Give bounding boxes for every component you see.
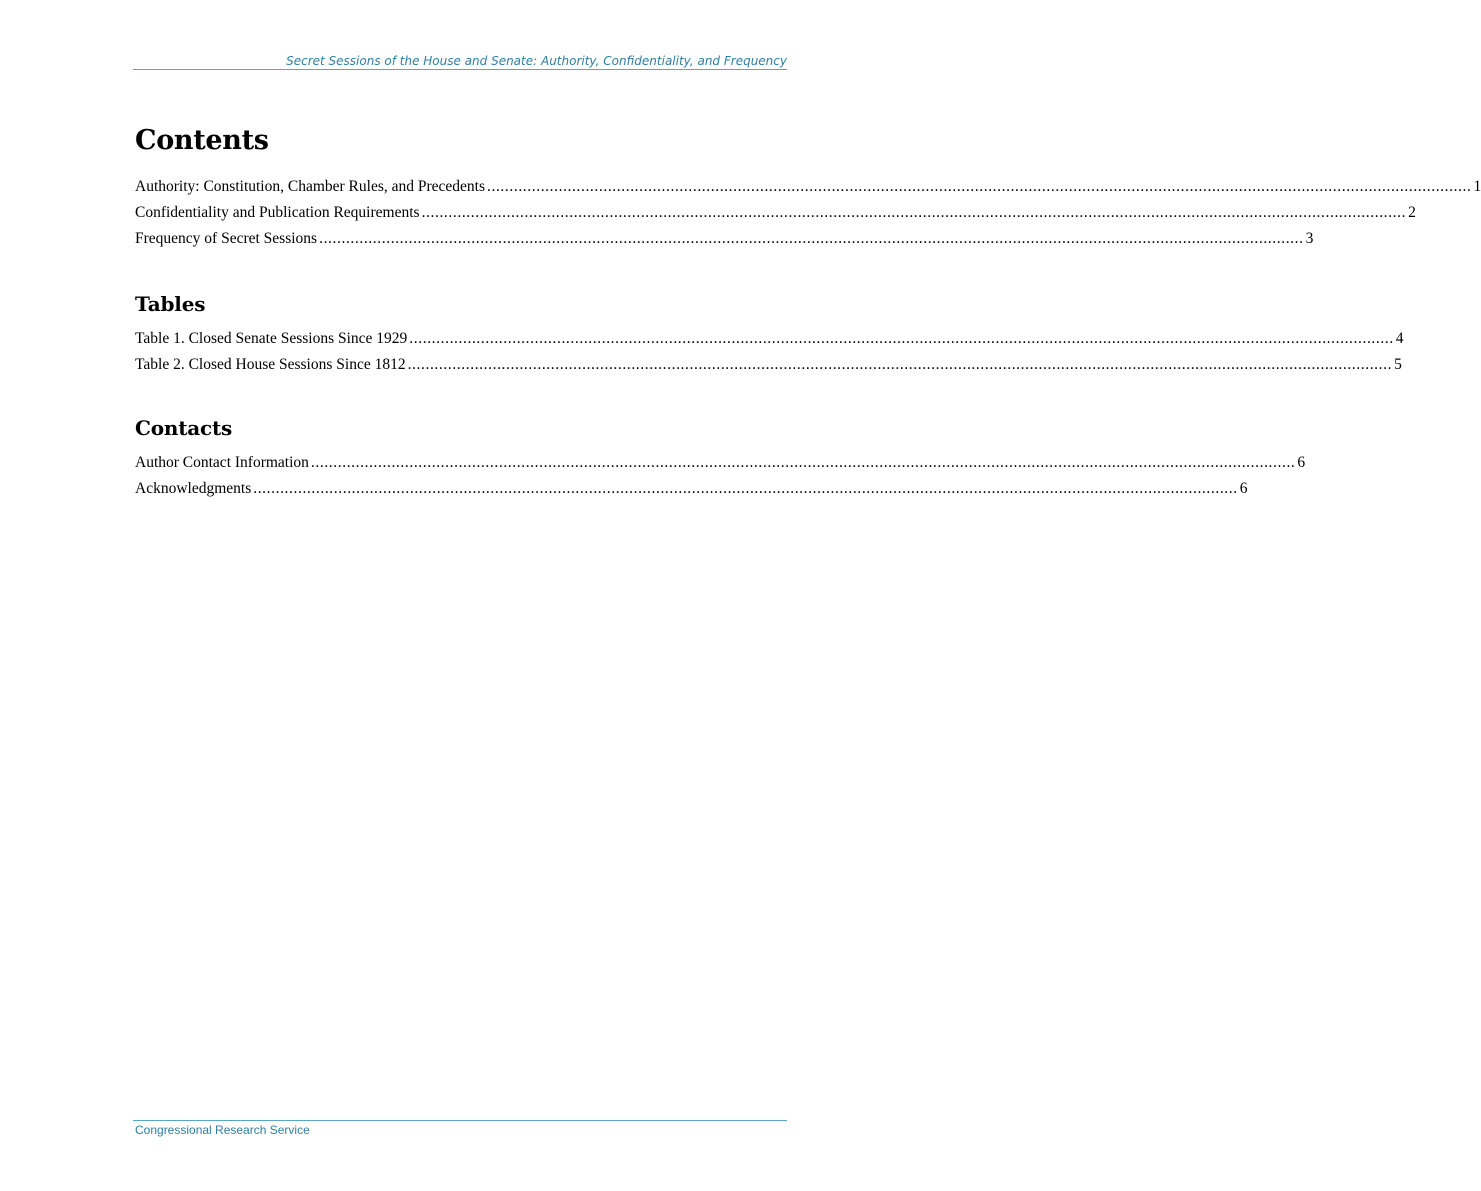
toc-page-number: 3 [1305,230,1314,247]
toc-page-number: 6 [1239,480,1248,497]
dot-leader: ............................................................................................................................................................................................................................ [310,454,1296,471]
footer-organization: Congressional Research Service [135,1123,310,1137]
section-spacer [135,378,784,414]
header-divider [133,69,787,70]
dot-leader: ............................................................................................................................................................................................................................ [409,330,1394,347]
toc-page-number: 6 [1297,454,1306,471]
toc-entry-table-1[interactable] [135,326,1404,352]
toc-entry-label: Confidentiality and Publication Requirements [135,204,420,221]
toc-entry-author-contact[interactable] [135,450,1306,476]
running-header-title: Secret Sessions of the House and Senate: Authority, Confidentiality, and Frequency [286,54,787,68]
toc-entry-label: Authority: Constitution, Chamber Rules, and Precedents [135,178,485,195]
dot-leader: ............................................................................................................................................................................................................................ [407,356,1393,373]
table-of-contents [135,122,1481,502]
section-spacer [135,252,784,290]
contents-list [135,174,1481,252]
toc-entry-table-2[interactable] [135,352,1402,378]
toc-entry-label: Table 1. Closed Senate Sessions Since 1929 [135,330,408,347]
dot-leader: ............................................................................................................................................................................................................................ [253,480,1238,497]
tables-heading: Tables [135,292,206,316]
toc-entry-label: Author Contact Information [135,454,309,471]
toc-entry-label: Acknowledgments [135,480,252,497]
toc-entry-confidentiality[interactable] [135,200,1416,226]
toc-entry-label: Frequency of Secret Sessions [135,230,318,247]
toc-page-number: 2 [1408,204,1416,221]
dot-leader: ............................................................................................................................................................................................................................ [487,178,1472,195]
contents-heading: Contents [135,125,269,156]
toc-entry-frequency[interactable] [135,226,1314,252]
toc-entry-acknowledgments[interactable] [135,476,1248,502]
toc-entry-label: Table 2. Closed House Sessions Since 1812 [135,356,406,373]
contacts-heading: Contacts [135,416,233,440]
contacts-list [135,450,1306,502]
dot-leader: ............................................................................................................................................................................................................................ [319,230,1304,247]
footer-divider [133,1120,787,1121]
toc-page-number: 5 [1394,356,1402,373]
dot-leader: ............................................................................................................................................................................................................................ [421,204,1407,221]
toc-page-number: 1 [1473,178,1481,195]
toc-page-number: 4 [1395,330,1404,347]
toc-entry-authority[interactable] [135,174,1481,200]
tables-list [135,326,1404,378]
